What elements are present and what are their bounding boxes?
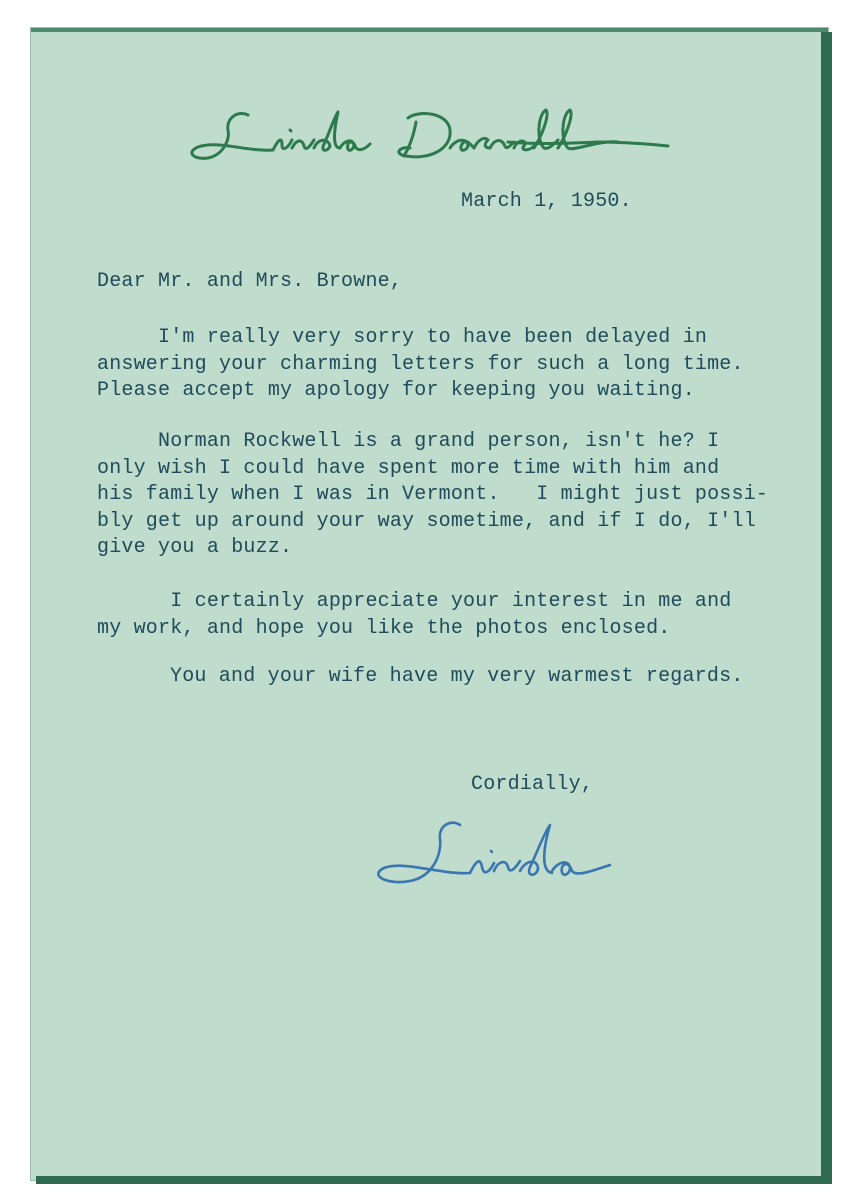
letter-paragraph-4: You and your wife have my very warmest regards.	[170, 665, 744, 688]
letter-salutation: Dear Mr. and Mrs. Browne,	[97, 270, 403, 293]
letter-paragraph-2: Norman Rockwell is a grand person, isn't he? I only wish I could have spent more time with him and his family when I was in Vermont. I might just possi- bly get up around your way sometime, and if I do, I'll give you a buzz.	[97, 430, 769, 559]
letter-paragraph-1: I'm really very sorry to have been delayed in answering your charming letters for such a long time. Please accept my apology for keeping you waiting.	[97, 326, 744, 402]
signature-script-icon	[360, 815, 630, 910]
sheet-bottom-border	[36, 1176, 832, 1184]
letter-paragraph-3: I certainly appreciate your interest in me and my work, and hope you like the photos enclosed.	[97, 590, 732, 640]
sheet-top-edge	[31, 28, 828, 32]
handwritten-signature	[360, 815, 630, 910]
letter-closing: Cordially,	[471, 773, 594, 796]
letterhead-script-icon	[178, 100, 688, 190]
letter-date: March 1, 1950.	[461, 190, 632, 213]
letterhead-signature	[178, 100, 688, 190]
sheet-right-border	[821, 32, 832, 1180]
